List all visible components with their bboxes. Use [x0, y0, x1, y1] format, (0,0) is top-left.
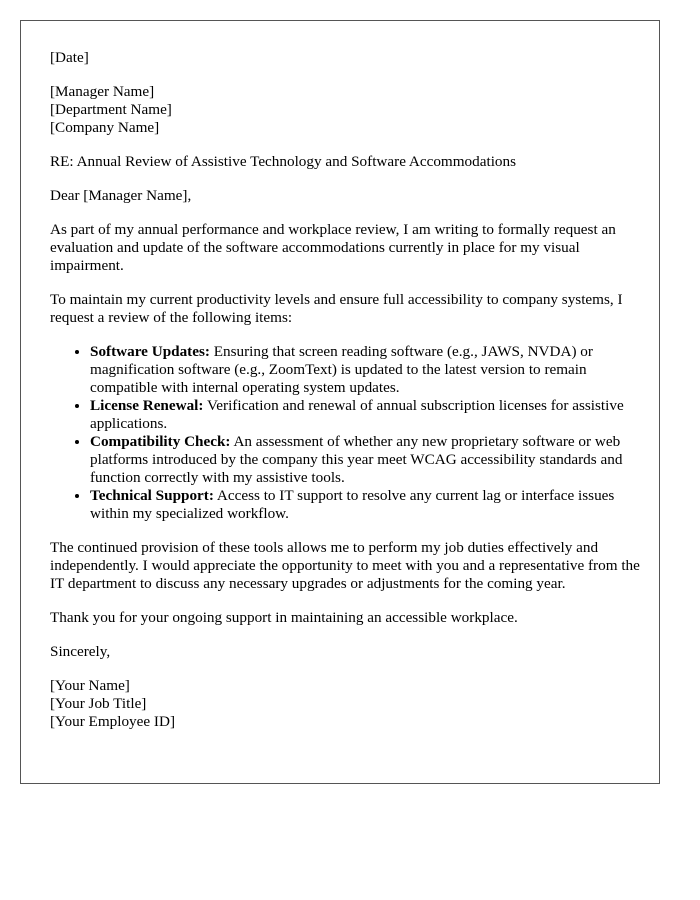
- list-item-title: Software Updates:: [90, 343, 210, 360]
- letter-closing: Sincerely,: [50, 643, 111, 660]
- recipient-company: [Company Name]: [50, 119, 160, 136]
- list-item-title: License Renewal:: [90, 397, 204, 414]
- list-item-title: Technical Support:: [90, 487, 214, 504]
- letter-page: [20, 20, 660, 784]
- letter-body: [50, 49, 640, 747]
- request-paragraph: To maintain my current productivity levels and ensure full accessibility to company systems, I request a review of the following items:: [50, 291, 623, 326]
- list-item-title: Compatibility Check:: [90, 433, 231, 450]
- letter-date: [Date]: [50, 49, 89, 66]
- list-item: [90, 397, 640, 433]
- continuation-paragraph: The continued provision of these tools allows me to perform my job duties effectively and independently. I would appreciate the opportunity to meet with you and a representative from the IT department to discuss any necessary upgrades or adjustments for the coming year.: [50, 539, 640, 592]
- recipient-address: [50, 83, 640, 137]
- signature-job-title: [Your Job Title]: [50, 695, 147, 712]
- list-item-text: An assessment of whether any new proprietary software or web platforms introduced by the company this year meet WCAG accessibility standards and function correctly with my assistive tools.: [90, 433, 623, 486]
- signature-block: [50, 677, 640, 731]
- list-item-text: Ensuring that screen reading software (e.g., JAWS, NVDA) or magnification software (e.g., ZoomText) is updated to the latest version to remain compatible with internal operating system updates.: [90, 343, 593, 396]
- signature-name: [Your Name]: [50, 677, 130, 694]
- list-item-text: Access to IT support to resolve any current lag or interface issues within my specialized workflow.: [90, 487, 615, 522]
- recipient-department: [Department Name]: [50, 101, 172, 118]
- letter-salutation: Dear [Manager Name],: [50, 187, 192, 204]
- list-item: [90, 487, 640, 523]
- signature-employee-id: [Your Employee ID]: [50, 713, 175, 730]
- list-item: [90, 433, 640, 487]
- list-item-text: Verification and renewal of annual subscription licenses for assistive applications.: [90, 397, 624, 432]
- recipient-name: [Manager Name]: [50, 83, 155, 100]
- list-item: [90, 343, 640, 397]
- letter-subject: RE: Annual Review of Assistive Technology and Software Accommodations: [50, 153, 517, 170]
- intro-paragraph: As part of my annual performance and workplace review, I am writing to formally request an evaluation and update of the software accommodations currently in place for my visual impairment.: [50, 221, 616, 274]
- thanks-paragraph: Thank you for your ongoing support in maintaining an accessible workplace.: [50, 609, 518, 626]
- request-items-list: [50, 343, 640, 523]
